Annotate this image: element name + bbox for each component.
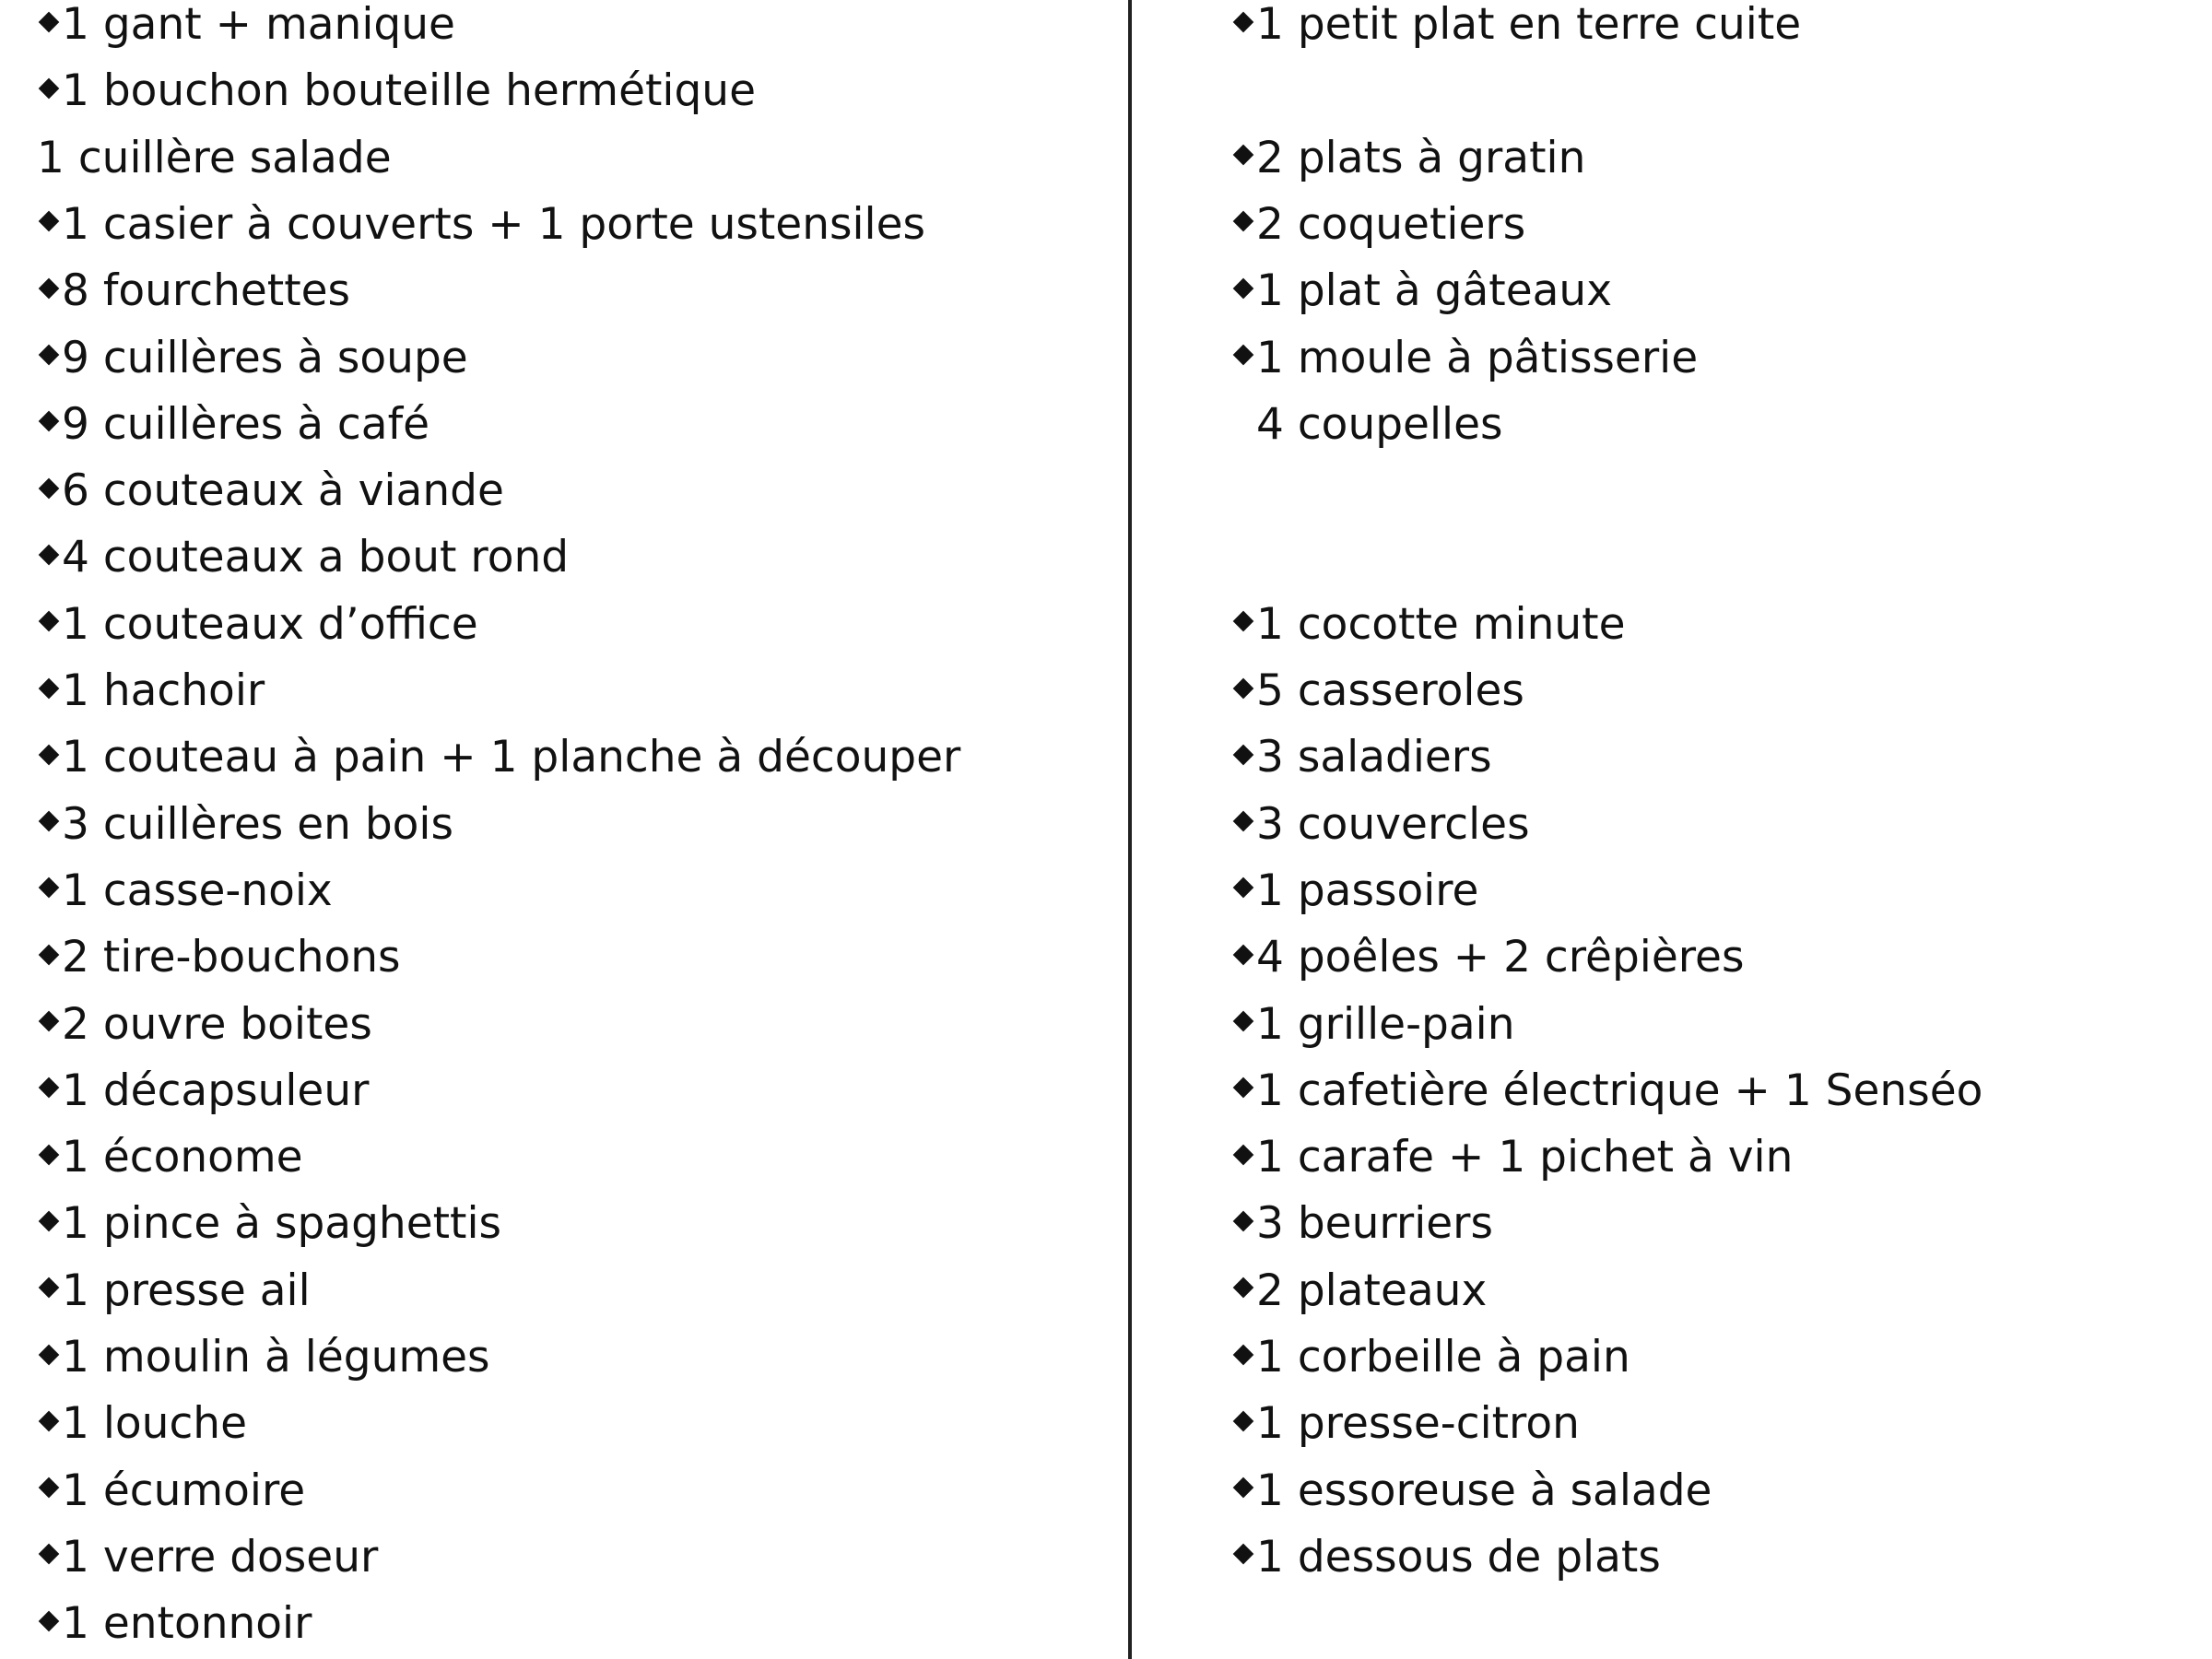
list-item-label: 1 cafetière électrique + 1 Senséo (1256, 1065, 1983, 1116)
list-item (37, 0, 455, 53)
bullet-diamond-icon (1233, 11, 1254, 32)
list-item (1231, 1196, 1493, 1252)
bullet-diamond-icon (1233, 1277, 1254, 1299)
list-item-label: 8 fourchettes (62, 265, 351, 317)
bullet-diamond-icon (39, 345, 60, 366)
bullet-diamond-icon (1233, 345, 1254, 366)
bullet-diamond-icon (39, 211, 60, 232)
bullet-diamond-icon (39, 1077, 60, 1099)
list-item (37, 1530, 378, 1585)
list-item-label: 2 plateaux (1256, 1265, 1488, 1316)
list-item-label: 1 casse-noix (62, 865, 333, 916)
list-item-label: 1 dessous de plats (1256, 1531, 1661, 1583)
list-item-label: 6 couteaux à viande (62, 465, 504, 517)
list-item (37, 1330, 490, 1385)
bullet-diamond-icon (1233, 145, 1254, 166)
bullet-diamond-icon (1233, 744, 1254, 765)
list-item (1231, 1396, 1580, 1452)
list-item (37, 64, 756, 119)
bullet-diamond-icon (39, 277, 60, 299)
list-item (37, 131, 392, 186)
bullet-diamond-icon (39, 1011, 60, 1032)
list-item-label: 1 corbeille à pain (1256, 1332, 1630, 1382)
list-item-label: 5 casseroles (1256, 665, 1524, 716)
bullet-diamond-icon (39, 811, 60, 832)
bullet-diamond-icon (39, 11, 60, 32)
list-item-label: 1 passoire (1256, 865, 1479, 916)
list-item-label: 1 décapsuleur (62, 1065, 370, 1116)
bullet-diamond-icon (1233, 1144, 1254, 1165)
list-item (37, 864, 333, 919)
list-item-label: 3 cuillères en bois (62, 798, 453, 850)
list-item-label: 1 économe (62, 1132, 303, 1183)
bullet-diamond-icon (39, 744, 60, 765)
bullet-diamond-icon (1233, 1344, 1254, 1365)
list-item-label: 9 cuillères à soupe (62, 332, 468, 383)
list-item-label: 4 couteaux a bout rond (62, 532, 570, 583)
bullet-diamond-icon (1233, 877, 1254, 899)
bullet-diamond-icon (39, 1477, 60, 1499)
bullet-diamond-icon (39, 1544, 60, 1565)
list-item-label: 2 ouvre boites (62, 998, 372, 1050)
list-item-label: 1 moulin à légumes (62, 1332, 490, 1382)
bullet-diamond-icon (1233, 1410, 1254, 1431)
list-item (1231, 930, 1744, 985)
bullet-diamond-icon (39, 545, 60, 566)
list-item (1231, 131, 1585, 186)
list-item-label: 1 moule à pâtisserie (1256, 332, 1699, 383)
bullet-diamond-icon (39, 77, 60, 99)
list-item (1231, 197, 1525, 253)
list-item (37, 930, 401, 985)
bullet-diamond-icon (1233, 1544, 1254, 1565)
bullet-diamond-icon (1233, 1077, 1254, 1099)
list-item-label: 1 bouchon bouteille hermétique (62, 65, 757, 117)
list-item (37, 1464, 305, 1519)
list-item-label: 3 saladiers (1256, 732, 1492, 783)
list-item-label: 3 couvercles (1256, 798, 1530, 850)
list-item-label: 1 gant + manique (62, 0, 455, 50)
bullet-diamond-icon (39, 611, 60, 632)
bullet-diamond-icon (1233, 1477, 1254, 1499)
list-item-label: 1 verre doseur (62, 1531, 379, 1583)
list-item (1231, 864, 1478, 919)
list-item-label: 1 plat à gâteaux (1256, 265, 1613, 317)
list-item-label: 9 cuillères à café (62, 398, 430, 450)
list-item (1231, 597, 1626, 653)
bullet-diamond-icon (1233, 611, 1254, 632)
bullet-diamond-icon (39, 1610, 60, 1631)
bullet-diamond-icon (39, 944, 60, 965)
list-item-label: 1 entonnoir (62, 1598, 312, 1650)
list-item-label: 1 écumoire (62, 1465, 306, 1516)
list-item (37, 197, 925, 253)
bullet-diamond-icon (39, 877, 60, 899)
list-item-label: 4 poêles + 2 crêpières (1256, 932, 1745, 983)
bullet-diamond-icon (1233, 1011, 1254, 1032)
list-item-label: 1 carafe + 1 pichet à vin (1256, 1132, 1794, 1183)
bullet-diamond-icon (39, 1410, 60, 1431)
list-item (37, 397, 429, 453)
bullet-diamond-icon (39, 1144, 60, 1165)
bullet-diamond-icon (1233, 277, 1254, 299)
list-item-label: 3 beurriers (1256, 1198, 1493, 1250)
bullet-diamond-icon (39, 411, 60, 432)
bullet-diamond-icon (1233, 1211, 1254, 1232)
list-item-label: 1 cocotte minute (1256, 598, 1626, 650)
bullet-diamond-icon (1233, 811, 1254, 832)
list-item (37, 1064, 369, 1119)
list-item (37, 264, 350, 319)
list-item-label: 4 coupelles (1256, 398, 1503, 450)
list-item (1231, 797, 1530, 853)
list-item-label: 1 essoreuse à salade (1256, 1465, 1712, 1516)
list-item (37, 464, 504, 519)
list-item-label: 1 couteau à pain + 1 planche à découper (62, 732, 961, 783)
list-item (1231, 1064, 1983, 1119)
list-item-label: 1 presse-citron (1256, 1398, 1580, 1450)
list-item-label: 1 grille-pain (1256, 998, 1515, 1050)
list-item (1231, 997, 1515, 1053)
list-item (1231, 0, 1801, 53)
list-item (37, 664, 265, 719)
list-item (1231, 264, 1612, 319)
bullet-diamond-icon (1233, 211, 1254, 232)
bullet-diamond-icon (39, 677, 60, 699)
bullet-diamond-icon (39, 1211, 60, 1232)
list-item-label: 1 couteaux d’office (62, 598, 478, 650)
list-item (37, 331, 468, 386)
bullet-diamond-icon (39, 1277, 60, 1299)
list-item-label: 1 louche (62, 1398, 247, 1450)
list-item (1231, 397, 1503, 453)
bullet-diamond-icon (39, 477, 60, 499)
list-item (37, 1130, 303, 1185)
list-item (1231, 1130, 1793, 1185)
list-item-label: 2 plats à gratin (1256, 132, 1586, 183)
list-item-label: 1 petit plat en terre cuite (1256, 0, 1802, 50)
list-item (37, 530, 569, 585)
list-item (37, 1396, 247, 1452)
list-item (37, 730, 960, 785)
list-item (37, 797, 453, 853)
list-item-label: 1 pince à spaghettis (62, 1198, 502, 1250)
list-item (1231, 1264, 1487, 1319)
list-item-label: 1 cuillère salade (37, 132, 392, 183)
list-item (1231, 1330, 1630, 1385)
list-item-label: 1 hachoir (62, 665, 265, 716)
list-item-label: 2 coquetiers (1256, 198, 1526, 250)
list-item-label: 1 presse ail (62, 1265, 311, 1316)
bullet-diamond-icon (1233, 944, 1254, 965)
list-item (1231, 1464, 1712, 1519)
column-divider (1128, 0, 1132, 1659)
list-item (37, 997, 372, 1053)
bullet-diamond-icon (1233, 677, 1254, 699)
list-item-label: 1 casier à couverts + 1 porte ustensiles (62, 198, 926, 250)
list-item (37, 1196, 501, 1252)
bullet-diamond-icon (39, 1344, 60, 1365)
list-item (1231, 1530, 1661, 1585)
list-item-label: 2 tire-bouchons (62, 932, 401, 983)
list-item (37, 1264, 311, 1319)
list-item (1231, 331, 1698, 386)
list-item (37, 597, 478, 653)
list-item (1231, 730, 1492, 785)
list-item (1231, 664, 1524, 719)
list-item (37, 1596, 312, 1652)
